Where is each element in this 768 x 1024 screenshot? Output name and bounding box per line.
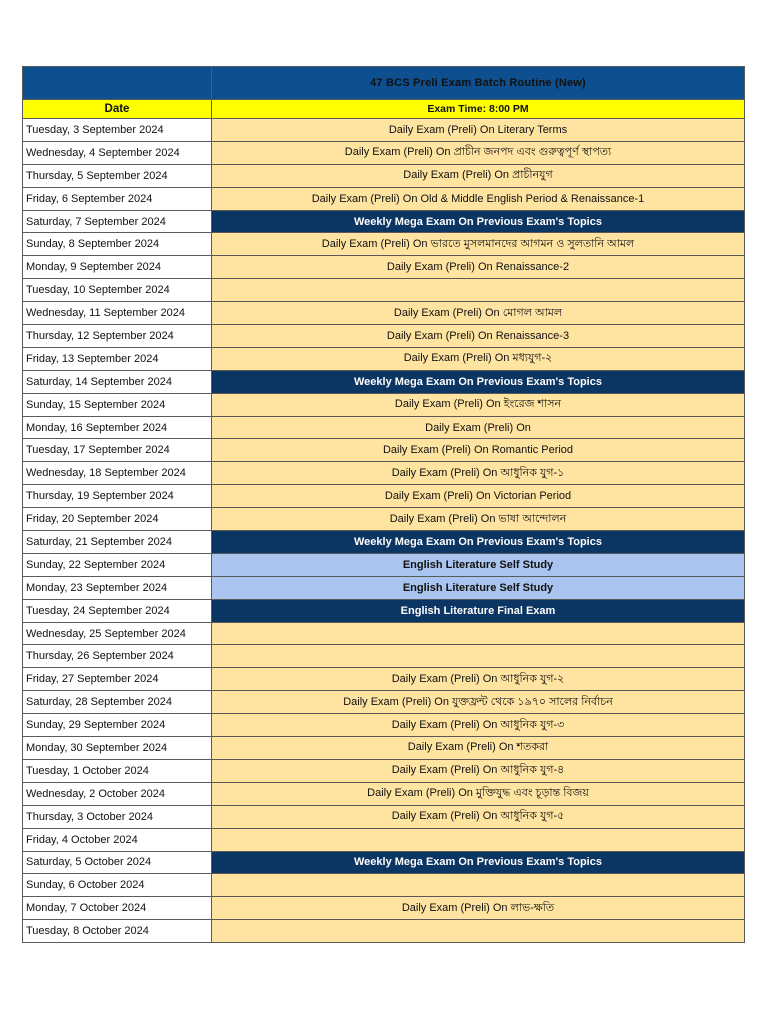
table-row (23, 508, 745, 531)
date-cell: Wednesday, 2 October 2024 (23, 782, 212, 805)
weekly-exam-cell: Weekly Mega Exam On Previous Exam's Topics (212, 370, 745, 393)
title-left-cell (23, 67, 212, 100)
page-title: 47 BCS Preli Exam Batch Routine (New) (212, 67, 745, 100)
activity-cell: Daily Exam (Preli) On শতকরা (212, 737, 745, 760)
date-cell: Thursday, 26 September 2024 (23, 645, 212, 668)
table-row (23, 164, 745, 187)
date-cell: Thursday, 3 October 2024 (23, 805, 212, 828)
table-row (23, 668, 745, 691)
activity-cell: Daily Exam (Preli) On Old & Middle English Period & Renaissance-1 (212, 187, 745, 210)
date-cell: Tuesday, 1 October 2024 (23, 759, 212, 782)
date-cell: Sunday, 15 September 2024 (23, 393, 212, 416)
date-cell: Monday, 16 September 2024 (23, 416, 212, 439)
activity-cell: Daily Exam (Preli) On আধুনিক যুগ-৪ (212, 759, 745, 782)
weekly-exam-cell: Weekly Mega Exam On Previous Exam's Topics (212, 531, 745, 554)
header-row (23, 100, 745, 119)
table-row (23, 874, 745, 897)
routine-table (22, 66, 745, 943)
table-row (23, 233, 745, 256)
routine-body (23, 67, 745, 943)
table-row (23, 691, 745, 714)
table-row (23, 279, 745, 302)
activity-cell: Daily Exam (Preli) On প্রাচীন জনপদ এবং গুরুত্বপূর্ণ স্থাপত্য (212, 141, 745, 164)
activity-cell: Daily Exam (Preli) On Renaissance-2 (212, 256, 745, 279)
exam-time-header: Exam Time: 8:00 PM (212, 100, 745, 119)
date-cell: Wednesday, 18 September 2024 (23, 462, 212, 485)
activity-cell: Daily Exam (Preli) On Renaissance-3 (212, 325, 745, 348)
date-cell: Saturday, 21 September 2024 (23, 531, 212, 554)
table-row (23, 531, 745, 554)
date-cell: Tuesday, 17 September 2024 (23, 439, 212, 462)
activity-cell (212, 920, 745, 943)
date-cell: Sunday, 29 September 2024 (23, 714, 212, 737)
table-row (23, 897, 745, 920)
table-row (23, 325, 745, 348)
table-row (23, 485, 745, 508)
date-cell: Sunday, 6 October 2024 (23, 874, 212, 897)
date-cell: Monday, 7 October 2024 (23, 897, 212, 920)
date-cell: Sunday, 8 September 2024 (23, 233, 212, 256)
self-study-cell: English Literature Self Study (212, 576, 745, 599)
activity-cell: Daily Exam (Preli) On আধুনিক যুগ-৫ (212, 805, 745, 828)
table-row (23, 393, 745, 416)
activity-cell: Daily Exam (Preli) On প্রাচীনযুগ (212, 164, 745, 187)
date-cell: Tuesday, 10 September 2024 (23, 279, 212, 302)
activity-cell: Daily Exam (Preli) On Literary Terms (212, 119, 745, 142)
activity-cell: Daily Exam (Preli) On Romantic Period (212, 439, 745, 462)
date-cell: Thursday, 5 September 2024 (23, 164, 212, 187)
activity-cell: Daily Exam (Preli) On আধুনিক যুগ-২ (212, 668, 745, 691)
date-cell: Sunday, 22 September 2024 (23, 553, 212, 576)
table-row (23, 370, 745, 393)
date-cell: Friday, 20 September 2024 (23, 508, 212, 531)
self-study-cell: English Literature Self Study (212, 553, 745, 576)
date-cell: Monday, 23 September 2024 (23, 576, 212, 599)
table-row (23, 187, 745, 210)
table-row (23, 920, 745, 943)
activity-cell (212, 645, 745, 668)
table-row (23, 805, 745, 828)
table-row (23, 645, 745, 668)
date-cell: Saturday, 5 October 2024 (23, 851, 212, 874)
date-cell: Friday, 4 October 2024 (23, 828, 212, 851)
table-row (23, 141, 745, 164)
date-cell: Thursday, 12 September 2024 (23, 325, 212, 348)
table-row (23, 759, 745, 782)
date-cell: Saturday, 14 September 2024 (23, 370, 212, 393)
activity-cell: Daily Exam (Preli) On আধুনিক যুগ-১ (212, 462, 745, 485)
table-row (23, 782, 745, 805)
date-cell: Friday, 27 September 2024 (23, 668, 212, 691)
table-row (23, 347, 745, 370)
date-cell: Friday, 6 September 2024 (23, 187, 212, 210)
date-cell: Wednesday, 25 September 2024 (23, 622, 212, 645)
date-cell: Saturday, 28 September 2024 (23, 691, 212, 714)
table-row (23, 553, 745, 576)
table-row (23, 851, 745, 874)
activity-cell (212, 874, 745, 897)
activity-cell: Daily Exam (Preli) On ভাষা আন্দোলন (212, 508, 745, 531)
weekly-exam-cell: Weekly Mega Exam On Previous Exam's Topics (212, 210, 745, 233)
activity-cell: Daily Exam (Preli) On যুক্তফ্রন্ট থেকে ১৯৭০ সালের নির্বাচন (212, 691, 745, 714)
date-cell: Wednesday, 11 September 2024 (23, 302, 212, 325)
date-cell: Friday, 13 September 2024 (23, 347, 212, 370)
table-row (23, 210, 745, 233)
table-row (23, 714, 745, 737)
title-row (23, 67, 745, 100)
table-row (23, 119, 745, 142)
date-column-header: Date (23, 100, 212, 119)
activity-cell (212, 279, 745, 302)
activity-cell: Daily Exam (Preli) On (212, 416, 745, 439)
table-row (23, 828, 745, 851)
activity-cell: Daily Exam (Preli) On লাভ-ক্ষতি (212, 897, 745, 920)
weekly-exam-cell: Weekly Mega Exam On Previous Exam's Topics (212, 851, 745, 874)
date-cell: Monday, 9 September 2024 (23, 256, 212, 279)
date-cell: Tuesday, 24 September 2024 (23, 599, 212, 622)
activity-cell: Daily Exam (Preli) On মধ্যযুগ-২ (212, 347, 745, 370)
table-row (23, 416, 745, 439)
table-row (23, 439, 745, 462)
table-row (23, 599, 745, 622)
activity-cell: Daily Exam (Preli) On মোগল আমল (212, 302, 745, 325)
table-row (23, 737, 745, 760)
table-row (23, 256, 745, 279)
date-cell: Tuesday, 8 October 2024 (23, 920, 212, 943)
table-row (23, 462, 745, 485)
date-cell: Wednesday, 4 September 2024 (23, 141, 212, 164)
table-row (23, 622, 745, 645)
activity-cell: Daily Exam (Preli) On ইংরেজ শাসন (212, 393, 745, 416)
date-cell: Saturday, 7 September 2024 (23, 210, 212, 233)
table-row (23, 576, 745, 599)
table-row (23, 302, 745, 325)
activity-cell (212, 622, 745, 645)
activity-cell: Daily Exam (Preli) On ভারতে মুসলমানদের আগমন ও সুলতানি আমল (212, 233, 745, 256)
activity-cell (212, 828, 745, 851)
activity-cell: Daily Exam (Preli) On Victorian Period (212, 485, 745, 508)
date-cell: Thursday, 19 September 2024 (23, 485, 212, 508)
final-exam-cell: English Literature Final Exam (212, 599, 745, 622)
activity-cell: Daily Exam (Preli) On মুক্তিযুদ্ধ এবং চূড়ান্ত বিজয় (212, 782, 745, 805)
activity-cell: Daily Exam (Preli) On আধুনিক যুগ-৩ (212, 714, 745, 737)
date-cell: Tuesday, 3 September 2024 (23, 119, 212, 142)
date-cell: Monday, 30 September 2024 (23, 737, 212, 760)
